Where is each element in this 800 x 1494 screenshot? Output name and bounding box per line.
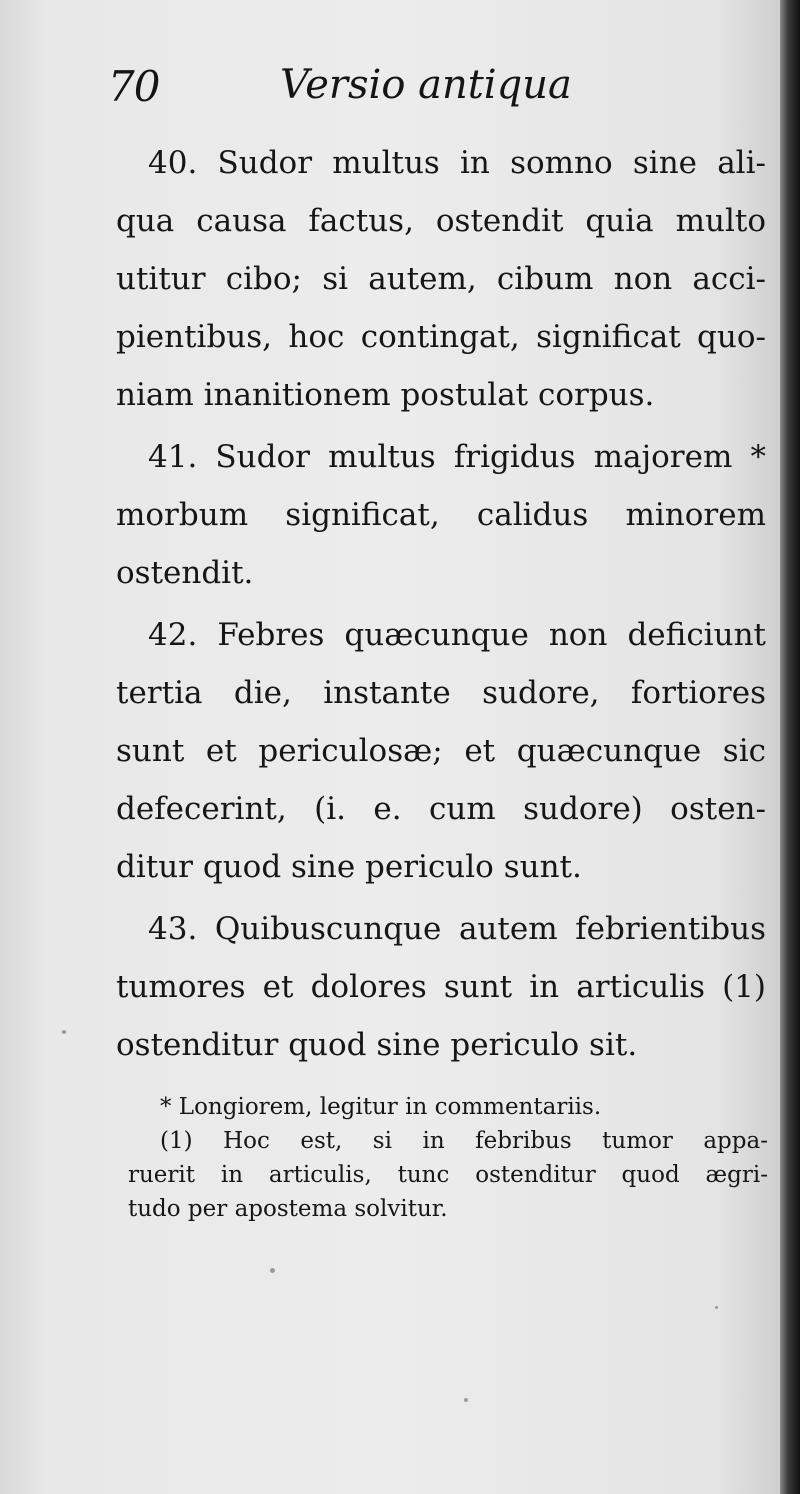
footnote-line: (1) Hoc est, si in febribus tumor appa- <box>160 1128 768 1154</box>
text-line: ditur quod sine periculo sunt. <box>116 849 582 885</box>
paragraph-42 <box>116 606 766 896</box>
footnote-line: ruerit in articulis, tunc ostenditur quod ægri- <box>128 1162 768 1188</box>
text-line: 42. Febres quæcunque non deficiunt <box>148 617 766 653</box>
paper-speck <box>715 1306 718 1309</box>
text-line: niam inanitionem postulat corpus. <box>116 377 655 413</box>
paper-speck <box>270 1268 275 1273</box>
text-line: qua causa factus, ostendit quia multo <box>116 203 766 239</box>
paragraph-40 <box>116 134 766 424</box>
text-line: 43. Quibuscunque autem febrientibus <box>148 911 766 947</box>
text-line: utitur cibo; si autem, cibum non acci- <box>116 261 766 297</box>
footnote-line: * Longiorem, legitur in commentariis. <box>160 1094 602 1120</box>
page-edge-shadow <box>780 0 800 1494</box>
paper-speck <box>464 1398 468 1402</box>
running-head <box>108 62 668 122</box>
text-line: tumores et dolores sunt in articulis (1) <box>116 969 766 1005</box>
paper-speck <box>62 1030 66 1034</box>
footnote-1 <box>128 1124 768 1226</box>
page-number: 70 <box>108 62 160 111</box>
text-line: 40. Sudor multus in somno sine ali- <box>148 145 766 181</box>
paragraph-43 <box>116 900 766 1074</box>
footnote-asterisk <box>128 1090 768 1124</box>
paragraph-41 <box>116 428 766 602</box>
body-text <box>116 134 766 1074</box>
text-line: morbum significat, calidus minorem <box>116 497 766 533</box>
text-line: pientibus, hoc contingat, significat quo- <box>116 319 766 355</box>
text-line: sunt et periculosæ; et quæcunque sic <box>116 733 766 769</box>
text-line: tertia die, instante sudore, fortiores <box>116 675 766 711</box>
footnote-line: tudo per apostema solvitur. <box>128 1196 448 1222</box>
text-line: ostendit. <box>116 555 254 591</box>
running-head-title: Versio antiqua <box>280 62 572 108</box>
text-line: 41. Sudor multus frigidus majorem * <box>148 439 766 475</box>
text-line: ostenditur quod sine periculo sit. <box>116 1027 638 1063</box>
footnotes <box>128 1090 768 1226</box>
text-line: defecerint, (i. e. cum sudore) osten- <box>116 791 766 827</box>
